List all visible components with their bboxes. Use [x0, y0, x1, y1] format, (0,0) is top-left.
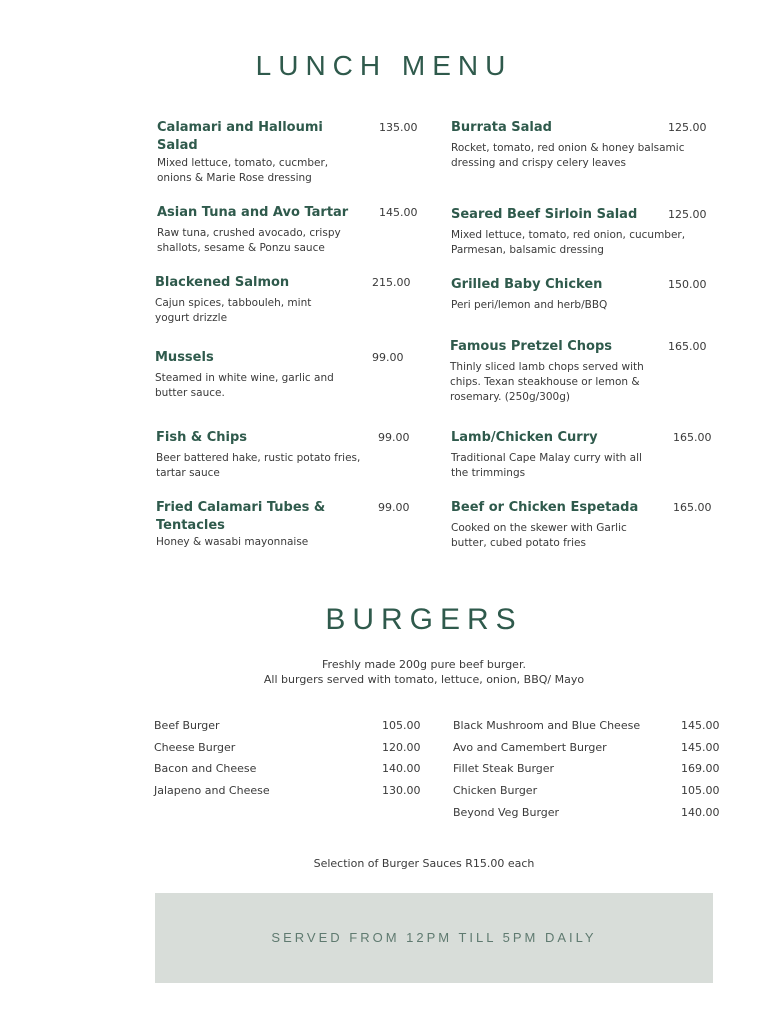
menu-item [155, 349, 415, 401]
item-name: Mussels [155, 350, 214, 365]
item-description: Rocket, tomato, red onion & honey balsamic dressing and crispy celery leaves [451, 142, 685, 169]
item-name: Grilled Baby Chicken [451, 277, 603, 292]
menu-item [450, 338, 710, 405]
serving-hours-text: SERVED FROM 12PM TILL 5PM DAILY [271, 930, 597, 945]
item-name: Asian Tuna and Avo Tartar [157, 205, 349, 220]
burger-row [154, 740, 424, 756]
item-description: Cajun spices, tabbouleh, mint yogurt drizzle [155, 297, 312, 324]
burger-row [453, 761, 723, 777]
burger-row [453, 740, 723, 756]
burger-name: Jalapeno and Cheese [154, 784, 270, 797]
burger-price: 120.00 [382, 741, 421, 754]
item-description: Raw tuna, crushed avocado, crispy shallots, sesame & Ponzu sauce [157, 227, 341, 254]
lunch-menu-title: LUNCH MENU [255, 50, 513, 81]
burger-row [453, 783, 723, 799]
menu-item [451, 429, 711, 481]
burger-name: Bacon and Cheese [154, 762, 257, 775]
menu-item [451, 499, 711, 551]
item-description: Beer battered hake, rustic potato fries, tartar sauce [156, 452, 361, 479]
menu-item [155, 274, 415, 326]
item-price: 135.00 [379, 121, 418, 134]
item-description: Honey & wasabi mayonnaise [156, 536, 309, 548]
burger-price: 140.00 [382, 762, 421, 775]
burger-row [453, 805, 723, 821]
item-name: Calamari and Halloumi Salad [157, 120, 323, 153]
menu-item [156, 499, 416, 550]
menu-item [157, 204, 417, 256]
burger-price: 105.00 [382, 719, 421, 732]
item-description: Mixed lettuce, tomato, cucmber, onions & Marie Rose dressing [157, 157, 329, 184]
burger-row [453, 718, 723, 734]
item-price: 125.00 [668, 121, 707, 134]
burger-price: 140.00 [681, 806, 720, 819]
burger-price: 169.00 [681, 762, 720, 775]
burger-row [154, 783, 424, 799]
item-price: 145.00 [379, 206, 418, 219]
item-name: Lamb/Chicken Curry [451, 430, 598, 445]
item-price: 99.00 [372, 351, 404, 364]
burger-sauces-note: Selection of Burger Sauces R15.00 each [313, 857, 535, 870]
item-name: Blackened Salmon [155, 275, 290, 290]
item-price: 125.00 [668, 208, 707, 221]
burger-row [154, 718, 424, 734]
item-description: Peri peri/lemon and herb/BBQ [451, 299, 608, 311]
burgers-intro-line-1: Freshly made 200g pure beef burger. [322, 658, 526, 671]
burger-name: Black Mushroom and Blue Cheese [453, 719, 641, 732]
burger-name: Beef Burger [154, 719, 220, 732]
item-description: Steamed in white wine, garlic and butter sauce. [155, 372, 334, 399]
menu-item [451, 119, 711, 171]
burgers-title: BURGERS [325, 603, 523, 636]
item-price: 215.00 [372, 276, 411, 289]
item-name: Seared Beef Sirloin Salad [451, 207, 638, 222]
menu-item [451, 276, 711, 313]
item-name: Famous Pretzel Chops [450, 339, 612, 354]
burgers-intro-line-2: All burgers served with tomato, lettuce, onion, BBQ/ Mayo [263, 673, 585, 686]
item-description: Traditional Cape Malay curry with all the trimmings [451, 452, 642, 479]
item-price: 165.00 [668, 340, 707, 353]
item-description: Cooked on the skewer with Garlic butter, cubed potato fries [451, 522, 627, 549]
item-name: Fried Calamari Tubes & Tentacles [156, 500, 326, 533]
serving-hours-banner [155, 893, 713, 983]
item-price: 165.00 [673, 501, 712, 514]
burger-price: 145.00 [681, 741, 720, 754]
item-price: 99.00 [378, 431, 410, 444]
burger-price: 105.00 [681, 784, 720, 797]
item-description: Mixed lettuce, tomato, red onion, cucumber, Parmesan, balsamic dressing [451, 229, 686, 256]
burger-name: Chicken Burger [453, 784, 538, 797]
item-price: 99.00 [378, 501, 410, 514]
burger-price: 130.00 [382, 784, 421, 797]
burger-row [154, 761, 424, 777]
menu-item [157, 119, 417, 186]
menu-item [451, 206, 711, 258]
burger-name: Cheese Burger [154, 741, 236, 754]
burger-name: Fillet Steak Burger [453, 762, 555, 775]
item-name: Burrata Salad [451, 120, 552, 135]
item-name: Beef or Chicken Espetada [451, 500, 639, 515]
item-description: Thinly sliced lamb chops served with chips. Texan steakhouse or lemon & rosemary. (250g/300g) [450, 361, 644, 403]
item-price: 165.00 [673, 431, 712, 444]
burger-name: Avo and Camembert Burger [453, 741, 607, 754]
burger-price: 145.00 [681, 719, 720, 732]
menu-item [156, 429, 416, 481]
item-name: Fish & Chips [156, 430, 248, 445]
item-price: 150.00 [668, 278, 707, 291]
burger-name: Beyond Veg Burger [453, 806, 560, 819]
